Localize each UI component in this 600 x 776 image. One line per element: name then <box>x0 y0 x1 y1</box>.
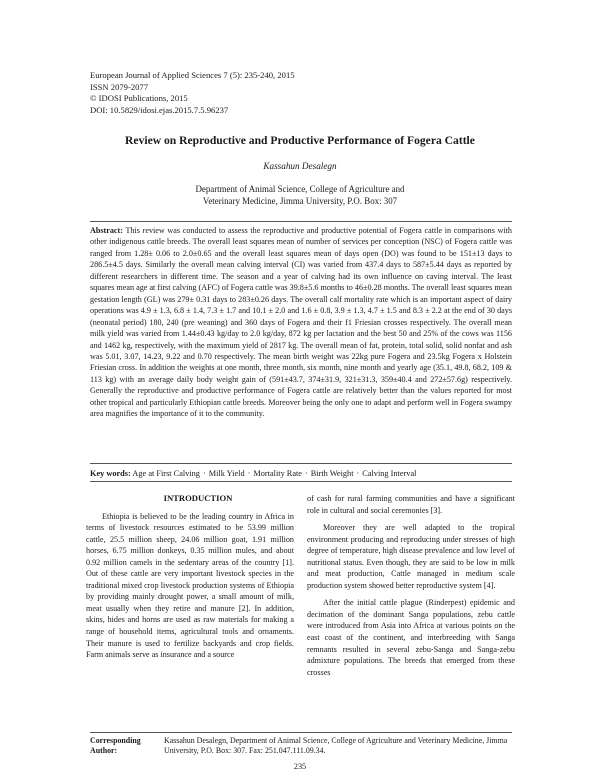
affiliation-line-1: Department of Animal Science, College of Agriculture and <box>195 184 405 194</box>
paragraph: Moreover they are well adapted to the tropical environment producing and reproducing under stresses of high degree of temperature, high disease prevalence and low level of nutritional status. Even though, they are said to be low in milk and meat production, Cattle managed in medium scale production system showed better reproductive system [4]. <box>307 523 515 590</box>
keywords-label: Key words: <box>90 469 131 478</box>
corresponding-author-text: Kassahun Desalegn, Department of Animal Science, College of Agriculture and Veterinary Medicine, Jimma University, P.O. Box: 307. Fax: 251.047.111.09.34. <box>164 736 508 756</box>
article-title: Review on Reproductive and Productive Performance of Fogera Cattle <box>125 134 475 147</box>
corresponding-author-label: Corresponding Author: <box>90 736 141 756</box>
author-affiliation <box>40 183 560 207</box>
affiliation-line-2: Veterinary Medicine, Jimma University, P.O. Box: 307 <box>202 196 398 207</box>
author-name: Kassahun Desalegn <box>263 161 337 171</box>
right-column <box>307 493 515 678</box>
doi-link[interactable]: DOI: 10.5829/idosi.ejas.2015.7.5.96237 <box>90 104 229 115</box>
footer-rule <box>90 732 512 733</box>
section-heading: INTRODUCTION <box>163 493 233 503</box>
keyword: Mortality Rate <box>253 469 302 478</box>
keyword: Calving Interval <box>362 469 417 478</box>
keyword: Milk Yield <box>208 469 245 478</box>
copyright: © IDOSI Publications, 2015 <box>90 93 188 104</box>
page-number: 235 <box>293 762 307 771</box>
abstract-label: Abstract: <box>90 226 123 235</box>
keywords <box>90 468 512 479</box>
paragraph: of cash for rural farming communities and have a significant role in cultural and social ceremonies [3]. <box>307 494 515 515</box>
corresponding-author <box>90 736 530 757</box>
keywords-top-rule <box>90 463 512 464</box>
keyword: Birth Weight <box>310 469 354 478</box>
journal-meta <box>90 70 295 116</box>
keyword-separator: · <box>247 469 251 478</box>
paragraph: Ethiopia is believed to be the leading country in Africa in terms of livestock resources estimated to be 53.99 million cattle, 25.5 million sheep, 24.06 million goat, 1.91 million horses, 6.75 million donkeys, 0.35 million mules, and about 0.92 million camels in the sedentary areas of the country [1]. Out of these cattle are very important livestock species in the traditional mixed crop livestock production systems of Ethiopia by providing mainly drought power, a small amount of milk, meat usually when they retire and manure [2]. In addition, skins, hides and horns are used as raw materials for making a range of household items, agricultural tools and ornaments. Their manure is used to fertilize backyards and crop fields. Farm animals serve as insurance and a source <box>86 511 294 660</box>
journal-citation: European Journal of Applied Sciences 7 (5): 235-240, 2015 <box>90 70 295 80</box>
keywords-bottom-rule <box>90 481 512 482</box>
left-column <box>86 493 294 661</box>
abstract-top-rule <box>90 221 512 222</box>
issn: ISSN 2079-2077 <box>90 81 149 92</box>
keyword: Age at First Calving <box>132 469 200 478</box>
keyword-separator: · <box>305 469 308 478</box>
abstract <box>90 225 512 420</box>
paragraph: After the initial cattle plague (Rinderpest) epidemic and decimation of the dominant Sanga populations, zebu cattle were introduced from Asia into Africa at various points on the east coast of the continent, and interbreeding with Sanga remnants resulted in several zebu-Sanga and Sanga-zebu admixture populations. The breeds that emerged from these crosses <box>307 598 515 677</box>
keyword-separator: · <box>356 469 360 478</box>
abstract-text: This review was conducted to assess the reproductive and productive potential of Fogera cattle in comparisons with other indigenous cattle breeds. The overall least squares mean of number of services per conception (NSC) of Fogera cattle was ranged from 1.28± 0.06 to 2.0±0.65 and the overall least squares mean of days open (DO) was found to be 151±13 days to 286.5±4.5 days. Similarly the overall mean calving interval (CI) was varied from 437.4 days to 587±5.44 days as reported by different researchers in different time. The season and a year of calving had its own influence on caving interval. The least squares mean age at first calving (AFC) of Fogera cattle was 39.8±5.6 months to 46±0.28 months. The overall least squares mean gestation length (GL) was 279± 0.31 days to 283±0.26 days. The overall calf mortality rate which is an important aspect of dairy operations was 4.9 ± 1.3, 6.8 ± 1.4, 7.3 ± 1.7 and 10.1 ± 2.0 and 1.6 ± 0.8, 3.9 ± 1.3, 4.7 ± 1.5 and 8.3 ± 2.2 at the end of 30 days (neonatal period) 180, 240 (pre weaning) and 360 days of Fogera and their f1 Friesian crosses respectively. The overall mean milk yield was varied from 1.44±0.43 kg/day to 2.0 kg/day, 872 kg per lactation and the best 50 and 25% of the cows was 1156 and 1462 kg, respectively, with the maximum yield of 2817 kg. The overall mean of fat, protein, total solid, solid nonfat and ash was 5.01, 3.07, 14.23, 9.22 and 0.70 respectively. The mean birth weight was 22kg pure Fogera and 23.5kg Fogera x Holstein Friesian cross. In addition the weights at one month, three month, six month, nine month and yearly age (35.1, 49.8, 68.2, 109 & 113 kg) with an average daily body weight gain of (591±43.7, 374±31.9, 321±31.3, 359±40.4 and 272±57.6g) respectively. Generally the reproductive and productive performance of Fogera cattle are relatively better than the values reported for most other tropical and particularly Ethiopian cattle breeds. Moreover being the only one to adapt and perform well in Fogera swampy area magnifies the importance of it to the community. <box>90 226 512 419</box>
keyword-separator: · <box>202 469 206 478</box>
